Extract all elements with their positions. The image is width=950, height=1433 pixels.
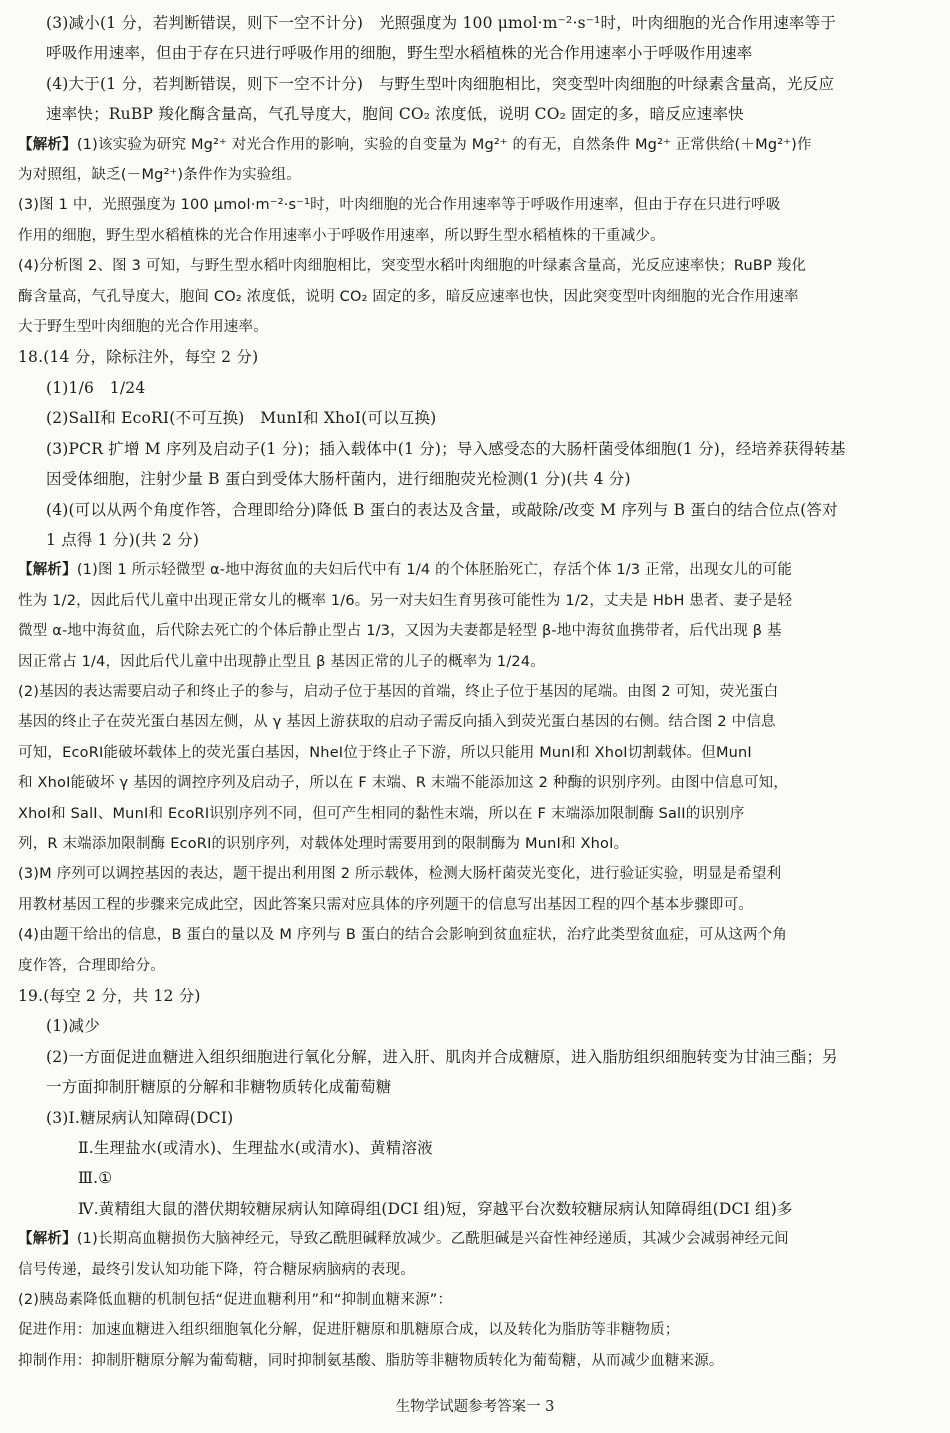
text-line bbox=[18, 38, 936, 68]
line-text: 可知，EcoRⅠ能破坏载体上的荧光蛋白基因，NheⅠ位于终止子下游，所以只能用 MunⅠ和 XhoⅠ切割载体。但MunⅠ bbox=[18, 744, 752, 761]
line-text: 因受体细胞，注射少量 B 蛋白到受体大肠杆菌内，进行细胞荧光检测(1 分)(共 4 分) bbox=[46, 470, 631, 489]
text-line bbox=[18, 160, 936, 190]
line-text: (4)分析图 2、图 3 可知，与野生型水稻叶肉细胞相比，突变型水稻叶肉细胞的叶绿素含量高，光反应速率快；RuBP 羧化 bbox=[18, 258, 807, 275]
text-line bbox=[18, 1103, 936, 1133]
text-line bbox=[18, 99, 936, 129]
analysis-tag: 【解析】 bbox=[18, 562, 77, 579]
line-text: Ⅲ.① bbox=[78, 1169, 113, 1188]
text-line bbox=[18, 859, 936, 889]
text-line bbox=[18, 920, 936, 950]
text-line bbox=[18, 1346, 936, 1376]
line-text: 为对照组，缺乏(－Mg²⁺)条件作为实验组。 bbox=[18, 167, 301, 184]
text-line bbox=[18, 768, 936, 798]
text-line bbox=[18, 190, 936, 220]
line-text: (3)Ⅰ.糖尿病认知障碍(DCI) bbox=[46, 1108, 234, 1127]
line-text: (1)减少 bbox=[46, 1017, 100, 1036]
answer-page bbox=[18, 8, 936, 1376]
text-line bbox=[18, 1072, 936, 1102]
text-line bbox=[18, 1285, 936, 1315]
text-line bbox=[18, 464, 936, 494]
line-text: 大于野生型叶肉细胞的光合作用速率。 bbox=[18, 319, 268, 336]
line-text: 基因的终止子在荧光蛋白基因左侧，从 γ 基因上游获取的启动子需反向插入到荧光蛋白基因的右侧。结合图 2 中信息 bbox=[18, 714, 776, 731]
line-text: (3)减小(1 分，若判断错误，则下一空不计分) 光照强度为 100 μmol·m⁻²·s⁻¹时，叶肉细胞的光合作用速率等于 bbox=[46, 14, 837, 32]
text-line bbox=[18, 403, 936, 433]
line-text: 度作答，合理即给分。 bbox=[18, 957, 165, 974]
text-line bbox=[18, 1042, 936, 1072]
line-text: (1)长期高血糖损伤大脑神经元，导致乙酰胆碱释放减少。乙酰胆碱是兴奋性神经递质，其减少会减弱神经元间 bbox=[76, 1231, 789, 1248]
line-text: 呼吸作用速率，但由于存在只进行呼吸作用的细胞，野生型水稻植株的光合作用速率小于呼吸作用速率 bbox=[46, 44, 753, 63]
line-text: (4)大于(1 分，若判断错误，则下一空不计分) 与野生型叶肉细胞相比，突变型叶肉细胞的叶绿素含量高，光反应 bbox=[46, 74, 835, 93]
line-text: 信号传递，最终引发认知功能下降，符合糖尿病脑病的表现。 bbox=[18, 1261, 415, 1278]
text-line bbox=[18, 1315, 936, 1345]
text-line bbox=[18, 1163, 936, 1193]
line-text: 抑制作用：抑制肝糖原分解为葡萄糖，同时抑制氨基酸、脂肪等非糖物质转化为葡萄糖，从而减少血糖来源。 bbox=[18, 1352, 724, 1369]
line-text: (1)1/6 1/24 bbox=[46, 378, 146, 397]
line-text: (4)由题干给出的信息，B 蛋白的量以及 M 序列与 B 蛋白的结合会影响到贫血症状，治疗此类型贫血症，可从这两个角 bbox=[18, 927, 788, 944]
text-line bbox=[18, 707, 936, 737]
text-line bbox=[18, 251, 936, 281]
text-line bbox=[18, 1194, 936, 1224]
text-line bbox=[18, 555, 936, 585]
text-line bbox=[18, 829, 936, 859]
text-line bbox=[18, 647, 936, 677]
line-text: (3)图 1 中，光照强度为 100 μmol·m⁻²·s⁻¹时，叶肉细胞的光合作用速率等于呼吸作用速率，但由于存在只进行呼吸 bbox=[18, 197, 781, 214]
text-line bbox=[18, 342, 936, 372]
text-line bbox=[18, 373, 936, 403]
line-text: 和 XhoⅠ能破坏 γ 基因的调控序列及启动子，所以在 F 末端、R 末端不能添加这 2 种酶的识别序列。由图中信息可知， bbox=[18, 775, 789, 792]
text-line bbox=[18, 1255, 936, 1285]
text-line bbox=[18, 69, 936, 99]
line-text: 18.(14 分，除标注外，每空 2 分) bbox=[18, 348, 259, 367]
line-text: (3)PCR 扩增 M 序列及启动子(1 分)；插入载体中(1 分)；导入感受态的大肠杆菌受体细胞(1 分)，经培养获得转基 bbox=[46, 439, 846, 458]
text-line bbox=[18, 738, 936, 768]
page-footer: 生物学试题参考答案一 3 bbox=[395, 1399, 555, 1415]
line-text: Ⅱ.生理盐水(或清水)、生理盐水(或清水)、黄精溶液 bbox=[78, 1139, 433, 1158]
line-text: Ⅳ.黄精组大鼠的潜伏期较糖尿病认知障碍组(DCI 组)短，穿越平台次数较糖尿病认知障碍组(DCI 组)多 bbox=[78, 1199, 793, 1218]
line-text: 酶含量高，气孔导度大，胞间 CO₂ 浓度低，说明 CO₂ 固定的多，暗反应速率也快，因此突变型叶肉细胞的光合作用速率 bbox=[18, 288, 799, 305]
text-line bbox=[18, 799, 936, 829]
text-line bbox=[18, 312, 936, 342]
text-line bbox=[18, 1011, 936, 1041]
line-text: (2)一方面促进血糖进入组织细胞进行氧化分解，进入肝、肌肉并合成糖原，进入脂肪组织细胞转变为甘油三酯；另 bbox=[46, 1047, 838, 1066]
text-line bbox=[18, 221, 936, 251]
text-line bbox=[18, 434, 936, 464]
text-line bbox=[18, 981, 936, 1011]
text-line bbox=[18, 677, 936, 707]
line-text: 作用的细胞，野生型水稻植株的光合作用速率小于呼吸作用速率，所以野生型水稻植株的干重减少。 bbox=[18, 227, 665, 244]
line-text: XhoⅠ和 SalⅠ、MunⅠ和 EcoRⅠ识别序列不同，但可产生相同的黏性末端，所以在 F 末端添加限制酶 SalⅠ的识别序 bbox=[18, 805, 745, 822]
text-line bbox=[18, 495, 936, 525]
text-line bbox=[18, 586, 936, 616]
line-text: (2)胰岛素降低血糖的机制包括“促进血糖利用”和“抑制血糖来源”： bbox=[18, 1292, 453, 1309]
line-text: 列，R 末端添加限制酶 EcoRⅠ的识别序列，对载体处理时需要用到的限制酶为 MunⅠ和 XhoⅠ。 bbox=[18, 835, 629, 852]
text-line bbox=[18, 525, 936, 555]
line-text: (2)SalⅠ和 EcoRⅠ(不可互换) MunⅠ和 XhoⅠ(可以互换) bbox=[46, 409, 437, 428]
line-text: (4)(可以从两个角度作答，合理即给分)降低 B 蛋白的表达及含量，或敲除/改变 M 序列与 B 蛋白的结合位点(答对 bbox=[46, 500, 838, 519]
line-text: 一方面抑制肝糖原的分解和非糖物质转化成葡萄糖 bbox=[46, 1078, 392, 1097]
text-line bbox=[18, 130, 936, 160]
line-text: 促进作用：加速血糖进入组织细胞氧化分解，促进肝糖原和肌糖原合成，以及转化为脂肪等非糖物质； bbox=[18, 1322, 680, 1339]
text-line bbox=[18, 8, 936, 38]
line-text: 1 点得 1 分)(共 2 分) bbox=[46, 530, 200, 549]
text-line bbox=[18, 1224, 936, 1254]
line-text: 速率快；RuBP 羧化酶含量高，气孔导度大，胞间 CO₂ 浓度低，说明 CO₂ 固定的多，暗反应速率快 bbox=[46, 105, 744, 124]
line-text: (1)该实验为研究 Mg²⁺ 对光合作用的影响，实验的自变量为 Mg²⁺ 的有无，自然条件 Mg²⁺ 正常供给(＋Mg²⁺)作 bbox=[76, 136, 812, 153]
analysis-tag: 【解析】 bbox=[18, 1231, 77, 1248]
text-line bbox=[18, 951, 936, 981]
text-line bbox=[18, 616, 936, 646]
text-line bbox=[18, 890, 936, 920]
text-line bbox=[18, 1133, 936, 1163]
line-text: 微型 α-地中海贫血，后代除去死亡的个体后静止型占 1/3，又因为夫妻都是轻型 β-地中海贫血携带者，后代出现 β 基 bbox=[18, 623, 782, 640]
line-text: 性为 1/2，因此后代儿童中出现正常女儿的概率 1/6。另一对夫妇生育男孩可能性为 1/2，丈夫是 HbH 患者、妻子是轻 bbox=[18, 592, 793, 609]
line-text: (2)基因的表达需要启动子和终止子的参与，启动子位于基因的首端，终止子位于基因的尾端。由图 2 可知，荧光蛋白 bbox=[18, 683, 779, 700]
analysis-tag: 【解析】 bbox=[18, 136, 77, 153]
text-line bbox=[18, 282, 936, 312]
line-text: 因正常占 1/4，因此后代儿童中出现静止型且 β 基因正常的儿子的概率为 1/24。 bbox=[18, 653, 545, 670]
line-text: 19.(每空 2 分，共 12 分) bbox=[18, 987, 201, 1005]
line-text: (1)图 1 所示轻微型 α-地中海贫血的夫妇后代中有 1/4 的个体胚胎死亡，存活个体 1/3 正常，出现女儿的可能 bbox=[76, 562, 793, 579]
line-text: (3)M 序列可以调控基因的表达，题干提出利用图 2 所示载体，检测大肠杆菌荧光变化，进行验证实验，明显是希望利 bbox=[18, 866, 782, 883]
line-text: 用教材基因工程的步骤来完成此空，因此答案只需对应具体的序列题干的信息写出基因工程的四个基本步骤即可。 bbox=[18, 896, 753, 913]
